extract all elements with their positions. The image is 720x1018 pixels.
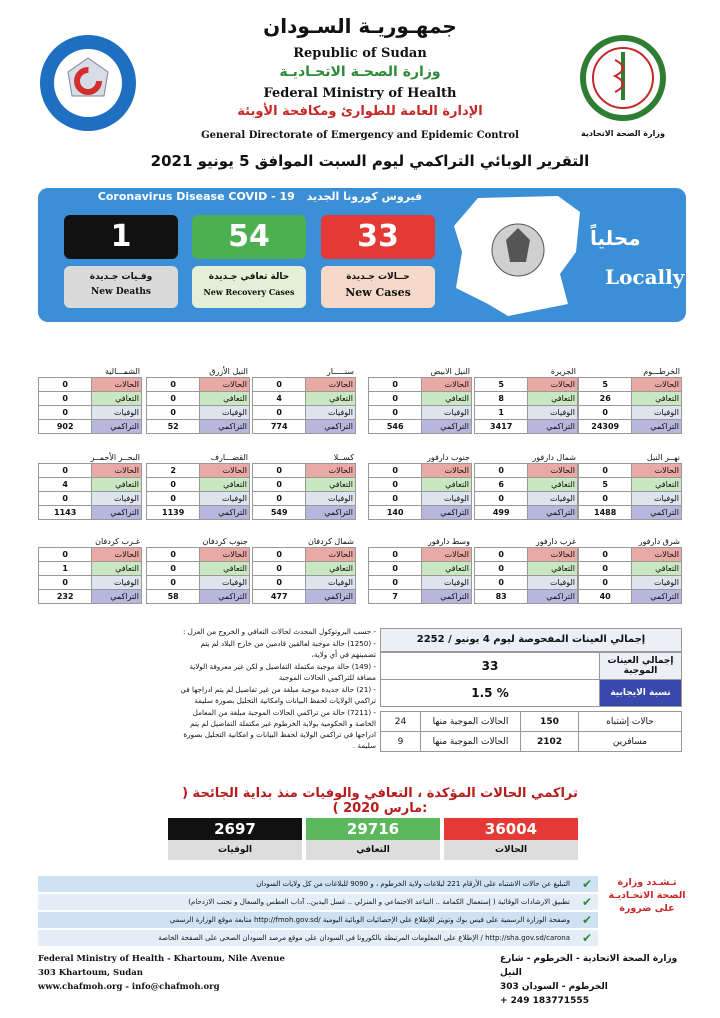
state-value: 0	[475, 548, 528, 562]
cumulative-title: تراكمي الحالات المؤكدة ، التعافي والوفيات منذ بداية الجائحة ( مارس 2020 ):	[182, 786, 578, 816]
address-en-line: 303 Khartoum, Sudan	[38, 968, 143, 978]
positive-samples-label: إجمالي العينات الموجبة	[600, 653, 682, 680]
state-row-label: التعافي	[632, 478, 682, 492]
locally-ar: محلياً	[590, 226, 641, 250]
state-row-label: الوفيات	[422, 576, 472, 590]
state-row-label: التراكمي	[632, 420, 682, 434]
cumulative-recovery-label: التعافي	[306, 840, 440, 860]
state-value: 0	[39, 548, 92, 562]
state-value: 0	[369, 478, 422, 492]
state-name: كســلا	[333, 453, 354, 462]
suspect-label: حالات إشتباه	[579, 712, 682, 732]
state-value: 0	[39, 378, 92, 392]
banner-caption-en: Coronavirus Disease COVID - 19	[97, 190, 295, 203]
state-row-label: التراكمي	[528, 506, 578, 520]
state-row-label: الحالات	[200, 378, 250, 392]
state-row-label: الوفيات	[528, 406, 578, 420]
state-value: 1	[39, 562, 92, 576]
state-row-label: التعافي	[200, 478, 250, 492]
state-name: شمال كردفان	[307, 537, 354, 546]
state-value: 0	[39, 406, 92, 420]
new-cases-label	[321, 266, 435, 308]
state-value: 0	[147, 492, 200, 506]
state-value: 0	[147, 562, 200, 576]
note-item: - حسب البروتوكول المحدث لحالات التعافي و الخروج من العزل :	[182, 627, 376, 636]
guidance-text: تطبيق الارشادات الوقائية ( إستعمال الكمامة .. التباعد الاجتماعي و المنزلي .. غسل اليدين.. آداب العطس والسعال و تجنب الازدحام)	[188, 898, 570, 906]
check-icon: ✔	[581, 895, 592, 909]
state-value: 1143	[39, 506, 92, 520]
state-row-label: الحالات	[632, 378, 682, 392]
note-item: - (7211) حالة من تراكمي الحالات الموجبة مبلغة من المعامل الخاصة و الحكومية بولاية الخرطوم غير مكتملة التفاصيل لم يتم ادراجها في تراكمي الولاية لحفظ البيانات و امكانية التحليل بصورة سليمة .	[183, 708, 376, 750]
state-row-label: الوفيات	[306, 492, 356, 506]
guidance-text: الإطلاع على المعلومات المرتبطة بالكورونا في السودان على موقع مرصد السودان الصحي على الصفحة الخاصة / http://sha.gov.sd/carona	[158, 934, 570, 942]
state-value: 0	[253, 492, 306, 506]
suspect-positive-value: 24	[381, 712, 421, 732]
state-row-label: التراكمي	[528, 590, 578, 604]
state-row-label: التعافي	[422, 478, 472, 492]
state-table	[252, 366, 356, 434]
state-value: 140	[369, 506, 422, 520]
state-row-label: الحالات	[306, 378, 356, 392]
state-row-label: التعافي	[632, 392, 682, 406]
state-row-label: التعافي	[200, 562, 250, 576]
state-value: 52	[147, 420, 200, 434]
state-value: 0	[579, 576, 632, 590]
state-value: 0	[475, 492, 528, 506]
state-table	[578, 536, 682, 604]
address-en	[38, 952, 285, 994]
state-row-label: التراكمي	[528, 420, 578, 434]
state-row-label: التراكمي	[422, 420, 472, 434]
state-value: 0	[369, 562, 422, 576]
new-deaths-label-en: New Deaths	[91, 287, 151, 297]
suspect-travel-table	[380, 711, 682, 752]
state-table	[252, 536, 356, 604]
state-row-label: التعافي	[632, 562, 682, 576]
state-row-label: التراكمي	[306, 590, 356, 604]
cumulative-cases: 36004	[444, 818, 578, 840]
cumulative-recovery: 29716	[306, 818, 440, 840]
country-ar: جمهـوريـة السـودان	[263, 14, 457, 38]
state-row-label: التراكمي	[200, 506, 250, 520]
ministry-logo-caption: وزارة الصحة الاتحادية	[581, 129, 665, 138]
state-value: 0	[475, 562, 528, 576]
address-ar	[500, 952, 684, 1008]
state-value: 0	[147, 478, 200, 492]
state-value: 2	[147, 464, 200, 478]
state-row-label: التعافي	[92, 478, 142, 492]
new-recovery-label-en: New Recovery Cases	[203, 287, 295, 297]
state-value: 4	[39, 478, 92, 492]
guidance-line	[38, 876, 598, 892]
state-name: نهــر النيل	[646, 453, 680, 462]
state-value: 26	[579, 392, 632, 406]
guidance-line	[38, 894, 598, 910]
state-table	[146, 452, 250, 520]
state-name: البحــر الأحمــر	[90, 453, 140, 462]
state-table	[368, 452, 472, 520]
state-value: 0	[147, 576, 200, 590]
state-value: 0	[369, 464, 422, 478]
check-icon: ✔	[581, 931, 592, 945]
state-value: 24309	[579, 420, 632, 434]
state-row-label: الوفيات	[200, 406, 250, 420]
state-value: 499	[475, 506, 528, 520]
state-table	[474, 366, 578, 434]
state-value: 6	[475, 478, 528, 492]
state-row-label: التراكمي	[92, 590, 142, 604]
address-ar-line: وزارة الصحة الاتحادية - الخرطوم - شارع النيل	[500, 954, 678, 978]
state-value: 58	[147, 590, 200, 604]
state-value: 902	[39, 420, 92, 434]
address-ar-line: 303 الخرطوم - السودان	[500, 982, 608, 992]
banner-caption	[70, 190, 450, 208]
state-value: 0	[475, 576, 528, 590]
state-value: 0	[253, 478, 306, 492]
state-row-label: الحالات	[200, 464, 250, 478]
state-value: 0	[39, 464, 92, 478]
state-row-label: الحالات	[92, 548, 142, 562]
ministry-en: Federal Ministry of Health	[263, 86, 457, 101]
state-row-label: الوفيات	[422, 406, 472, 420]
guidance-text: متابعة موقع الوزارة الرسمي http://fmoh.gov.sd/ وصفحة الوزارة الرسمية على فيس بوك وتويتر للإطلاع على الإحصائيات الوبائية اليومية	[169, 916, 570, 924]
locally-en: Locally	[605, 265, 685, 289]
state-value: 0	[369, 492, 422, 506]
state-name: غـرب كردفان	[95, 537, 140, 546]
state-value: 3417	[475, 420, 528, 434]
state-row-label: الحالات	[92, 378, 142, 392]
state-value: 0	[579, 492, 632, 506]
state-value: 0	[253, 378, 306, 392]
state-name: الشمـــالية	[104, 367, 140, 376]
state-value: 0	[39, 392, 92, 406]
state-table	[146, 366, 250, 434]
state-name: النيل الابيض	[430, 367, 470, 376]
state-value: 0	[579, 406, 632, 420]
guidance-line	[38, 912, 598, 928]
new-recovery-count: 54	[192, 215, 306, 259]
emergency-directorate-logo	[38, 28, 138, 138]
state-value: 0	[147, 406, 200, 420]
state-row-label: التراكمي	[200, 420, 250, 434]
state-row-label: الوفيات	[306, 406, 356, 420]
state-table	[38, 536, 142, 604]
state-row-label: التراكمي	[632, 506, 682, 520]
state-row-label: التراكمي	[92, 506, 142, 520]
state-value: 0	[39, 492, 92, 506]
banner-caption-ar: فيروس كورونا الجديد	[306, 190, 423, 203]
state-row-label: الحالات	[92, 464, 142, 478]
state-row-label: الوفيات	[528, 576, 578, 590]
state-value: 0	[475, 464, 528, 478]
notes-block	[178, 626, 376, 752]
state-value: 0	[253, 464, 306, 478]
state-row-label: التعافي	[306, 478, 356, 492]
check-icon: ✔	[581, 913, 592, 927]
state-name: شرق دارفور	[638, 537, 680, 546]
state-table	[146, 536, 250, 604]
state-row-label: التعافي	[200, 392, 250, 406]
state-value: 774	[253, 420, 306, 434]
state-table	[252, 452, 356, 520]
state-table	[38, 452, 142, 520]
state-row-label: التعافي	[306, 392, 356, 406]
report-title: التقرير الوبائي التراكمي ليوم السبت الموافق 5 يونيو 2021	[150, 152, 590, 170]
state-row-label: الوفيات	[92, 576, 142, 590]
state-row-label: الحالات	[528, 378, 578, 392]
note-item: - (21) حالة جديدة موجبة مبلغة من غير تفاصيل لم يتم ادراجها في تراكمي الولايات لحفظ البيانات وامكانية التحليل بصورة سليمة	[180, 685, 376, 705]
state-value: 83	[475, 590, 528, 604]
state-table	[578, 366, 682, 434]
state-value: 549	[253, 506, 306, 520]
state-value: 546	[369, 420, 422, 434]
state-value: 5	[579, 478, 632, 492]
phone-number: + 249 183771555	[500, 996, 589, 1006]
state-value: 0	[39, 576, 92, 590]
state-row-label: التراكمي	[306, 420, 356, 434]
state-value: 1	[475, 406, 528, 420]
positive-samples-value: 33	[381, 653, 600, 680]
state-value: 0	[253, 562, 306, 576]
state-name: القضـــارف	[210, 453, 248, 462]
positivity-rate-value: 1.5 %	[381, 680, 600, 707]
samples-summary	[380, 628, 682, 752]
state-row-label: الحالات	[528, 464, 578, 478]
state-row-label: الوفيات	[306, 576, 356, 590]
note-item: - (149) حالة موجبة مكتملة التفاصيل و لكن غير معروفة الولاية مضافة للتراكمي الحالات الموجبة	[189, 662, 376, 682]
country-en: Republic of Sudan	[293, 46, 427, 61]
samples-table	[380, 652, 682, 707]
state-row-label: التعافي	[306, 562, 356, 576]
guidance-text: التبليغ عن حالات الاشتباه على الأرقام 221 لبلاغات ولاية الخرطوم ، و 9090 للبلاغات من كل ولايات السودان	[256, 880, 570, 888]
sudan-map-emblem	[448, 192, 588, 320]
state-name: غرب دارفور	[535, 537, 576, 546]
positivity-rate-label: نسبة الايجابية	[600, 680, 682, 707]
travel-positive-value: 9	[381, 732, 421, 752]
cumulative-deaths: 2697	[168, 818, 302, 840]
travel-value: 2102	[521, 732, 579, 752]
state-value: 0	[147, 392, 200, 406]
state-row-label: الحالات	[422, 548, 472, 562]
state-row-label: الوفيات	[528, 492, 578, 506]
state-value: 5	[579, 378, 632, 392]
suspect-positive-label: الحالات الموجبة منها	[421, 712, 521, 732]
state-value: 0	[369, 548, 422, 562]
new-cases-label-ar: حــالات جـديدة	[346, 272, 410, 282]
state-row-label: الوفيات	[632, 492, 682, 506]
state-value: 0	[147, 378, 200, 392]
state-row-label: التراكمي	[422, 590, 472, 604]
state-value: 1488	[579, 506, 632, 520]
cumulative-deaths-label: الوفيات	[168, 840, 302, 860]
state-row-label: الحالات	[422, 378, 472, 392]
state-value: 0	[369, 392, 422, 406]
state-value: 0	[369, 576, 422, 590]
state-row-label: التراكمي	[306, 506, 356, 520]
new-recovery-label	[192, 266, 306, 308]
state-row-label: التراكمي	[200, 590, 250, 604]
suspect-value: 150	[521, 712, 579, 732]
state-table	[578, 452, 682, 520]
directorate-ar: الإدارة العامة للطوارئ ومكافحة الأوبئة	[237, 104, 483, 119]
state-row-label: الحالات	[306, 464, 356, 478]
travel-label: مسافرين	[579, 732, 682, 752]
state-row-label: الحالات	[528, 548, 578, 562]
state-name: الخرطـــوم	[643, 367, 680, 376]
address-en-line: Federal Ministry of Health - Khartoum, Nile Avenue	[38, 954, 285, 964]
state-row-label: التعافي	[422, 562, 472, 576]
cumulative-cases-label: الحالات	[444, 840, 578, 860]
new-cases-count: 33	[321, 215, 435, 259]
state-value: 4	[253, 392, 306, 406]
state-row-label: التعافي	[92, 392, 142, 406]
state-value: 0	[147, 548, 200, 562]
state-row-label: الحالات	[200, 548, 250, 562]
state-row-label: الحالات	[422, 464, 472, 478]
state-row-label: التعافي	[528, 562, 578, 576]
state-row-label: الوفيات	[92, 492, 142, 506]
state-row-label: التعافي	[422, 392, 472, 406]
state-value: 232	[39, 590, 92, 604]
new-deaths-label	[64, 266, 178, 308]
travel-positive-label: الحالات الموجبة منها	[421, 732, 521, 752]
state-row-label: الوفيات	[92, 406, 142, 420]
state-value: 477	[253, 590, 306, 604]
note-item: - (1250) حالة موجبة لعالقين قادمين من خارج البلاد لم يتم تضمينهم في أي ولاية،	[200, 639, 376, 659]
state-row-label: الوفيات	[200, 576, 250, 590]
state-name: وسط دارفور	[427, 537, 470, 546]
new-deaths-label-ar: وفـيات جـديدة	[89, 272, 153, 282]
new-recovery-label-ar: حالة تعافي جـديدة	[208, 272, 290, 282]
state-value: 0	[253, 548, 306, 562]
check-icon: ✔	[581, 877, 592, 891]
samples-header: إجمالي العينات المفحوصة ليوم 4 يونيو / 2252	[380, 628, 682, 652]
state-value: 0	[579, 548, 632, 562]
state-value: 0	[369, 406, 422, 420]
state-name: الجزيرة	[550, 367, 576, 376]
ministry-of-health-logo	[563, 30, 683, 140]
state-value: 0	[369, 378, 422, 392]
state-name: جنوب كردفان	[202, 537, 248, 546]
state-row-label: التراكمي	[632, 590, 682, 604]
state-table	[474, 536, 578, 604]
state-table	[474, 452, 578, 520]
state-value: 8	[475, 392, 528, 406]
state-value: 0	[253, 576, 306, 590]
state-name: سنـــــار	[326, 367, 354, 376]
state-row-label: الوفيات	[632, 406, 682, 420]
state-value: 0	[579, 464, 632, 478]
state-row-label: الحالات	[632, 548, 682, 562]
new-deaths-count: 1	[64, 215, 178, 259]
guidance-line	[38, 930, 598, 946]
state-row-label: الحالات	[632, 464, 682, 478]
state-row-label: الوفيات	[632, 576, 682, 590]
state-row-label: الحالات	[306, 548, 356, 562]
state-row-label: التراكمي	[422, 506, 472, 520]
state-value: 0	[579, 562, 632, 576]
state-row-label: الوفيات	[200, 492, 250, 506]
state-row-label: الوفيات	[422, 492, 472, 506]
state-table	[368, 536, 472, 604]
state-value: 1139	[147, 506, 200, 520]
state-value: 40	[579, 590, 632, 604]
state-table	[38, 366, 142, 434]
state-table	[368, 366, 472, 434]
state-row-label: التعافي	[92, 562, 142, 576]
state-row-label: التراكمي	[92, 420, 142, 434]
address-en-web[interactable]: www.chafmoh.org - info@chafmoh.org	[38, 982, 220, 992]
state-name: النيل الأزرق	[209, 367, 248, 376]
new-cases-label-en: New Cases	[345, 286, 411, 299]
state-row-label: التعافي	[528, 392, 578, 406]
directorate-en: General Directorate of Emergency and Epidemic Control	[201, 130, 519, 141]
state-name: شمال دارفور	[532, 453, 576, 462]
state-name: جنوب دارفور	[426, 453, 470, 462]
ministry-emphasis: تـشـدد وزارة الصحة الاتحـاديـة على ضرورة	[608, 877, 686, 914]
state-value: 5	[475, 378, 528, 392]
state-value: 0	[253, 406, 306, 420]
ministry-ar: وزارة الصحـة الاتحـاديـة	[279, 64, 441, 80]
state-value: 7	[369, 590, 422, 604]
state-row-label: التعافي	[528, 478, 578, 492]
